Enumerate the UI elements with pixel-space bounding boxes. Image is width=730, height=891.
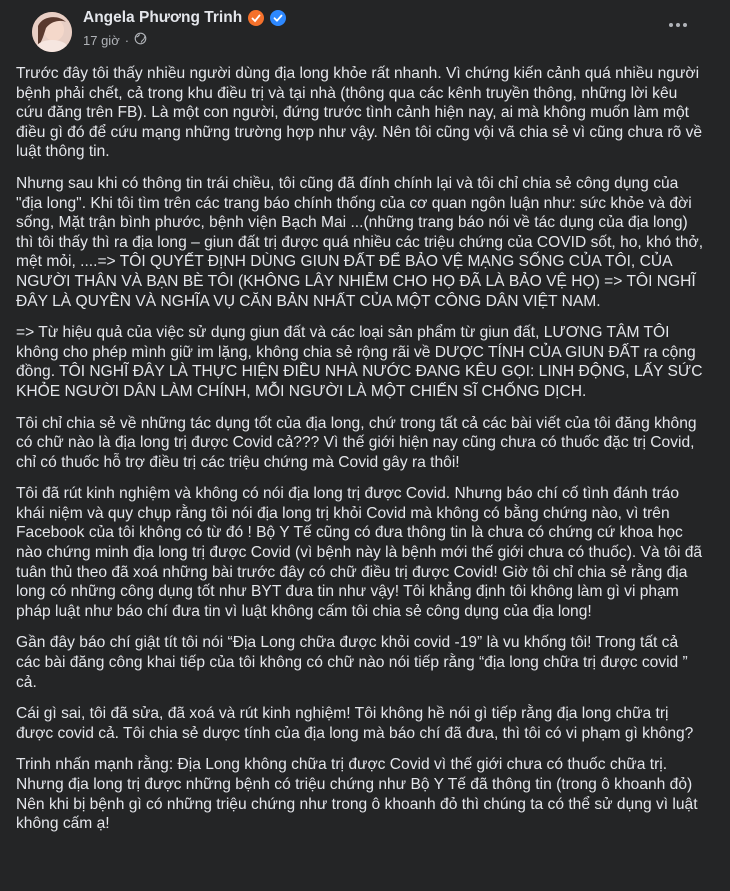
post-paragraph: Tôi chỉ chia sẻ về những tác dụng tốt của địa long, chứ trong tất cả các bài viết của tôi đăng không có chữ nào là địa long trị được Covid cả??? Vì thế giới hiện nay cũng chưa có thuốc đặc trị Covid, chỉ có thuốc hỗ trợ điều trị các triệu chứng mà Covid gây ra thôi! [16,414,697,471]
post-paragraph: Cái gì sai, tôi đã sửa, đã xoá và rút kinh nghiệm! Tôi không hề nói gì tiếp rằng địa long chữa trị được covid cả. Tôi chia sẻ dược tính của địa long mà báo chí đã đưa, thì tôi có vi phạm gì không? [16,705,694,742]
post-paragraph: Nhưng sau khi có thông tin trái chiều, tôi cũng đã đính chính lại và tôi chỉ chia sẻ công dụng của "địa long". Khi tôi tìm trên các trang báo chính thống của cơ quan ngôn luận như: sức khỏe và đời sống, Mặt trận bình phước, bệnh viện Bạch Mai ...(những trang báo nói về tác dụng của địa long) thì tôi thấy thì ra địa long – giun đất trị được quá nhiều các triệu chứng của COVID sốt, ho, khó thở, mệt mỏi, ....=> TÔI QUYẾT ĐỊNH DÙNG GIUN ĐẤT ĐỂ BẢO VỆ MẠNG SỐNG CỦA TÔI, CỦA NGƯỜI THÂN VÀ BẠN BÈ TÔI (KHÔNG LÂY NHIỄM CHO HỌ ĐÃ LÀ BẢO VỆ HỌ) => TÔI NGHĨ ĐÂY LÀ QUYỀN VÀ NGHĨA VỤ CĂN BẢN NHẤT CỦA MỘT CÔNG DÂN VIỆT NAM. [16,174,704,310]
verified-badge-icon [270,10,286,26]
post-paragraph: Gần đây báo chí giật tít tôi nói “Địa Long chữa được khỏi covid -19” là vu khống tôi! Trong tất cả các bài đăng công khai tiếp của tôi không có chữ nào nói tiếp rằng “địa long chữa trị được covid ” cả. [16,634,688,691]
post-paragraph: => Từ hiệu quả của việc sử dụng giun đất và các loại sản phẩm từ giun đất, LƯƠNG TÂM TÔI không cho phép mình giữ im lặng, không chia sẻ rộng rãi về DƯỢC TÍNH CỦA GIUN ĐẤT ra cộng đồng. TÔI NGHĨ ĐÂY LÀ THỰC HIỆN ĐIỀU NHÀ NƯỚC ĐANG KÊU GỌI: LINH ĐỘNG, LẤY SỨC KHỎE NGƯỜI DÂN LÀM CHÍNH, MỖI NGƯỜI LÀ MỘT CHIẾN SĨ CHỐNG DỊCH. [16,324,703,400]
dot-separator: · [124,32,130,48]
globe-icon[interactable] [134,32,147,48]
post-paragraph: Trinh nhấn mạnh rằng: Địa Long không chữa trị được Covid vì thế giới chưa có thuốc chữa trị. Nhưng địa long trị được những bệnh có triệu chứng như Bộ Y Tế đã thông tin (trong ô khoanh đỏ) Nên khi bị bệnh gì có những triệu chứng như trong ô khoanh đỏ thì chúng ta có thể sử dụng vì luật không cấm ạ! [16,756,698,833]
avatar[interactable] [32,12,72,52]
author-name[interactable]: Angela Phương Trinh [83,9,243,26]
orange-badge-icon [248,10,264,26]
more-options-icon[interactable] [666,18,690,32]
author-row [83,9,286,27]
post-content [16,64,706,846]
avatar-portrait-icon [32,12,72,52]
post-time[interactable]: 17 giờ [83,32,120,48]
post-paragraph: Trước đây tôi thấy nhiều người dùng địa long khỏe rất nhanh. Vì chứng kiến cảnh quá nhiều người bệnh phải chết, cả trong khu điều trị và tại nhà (thông qua các kênh truyền thông, những lời kêu cứu đăng trên FB). Là một con người, đứng trước tình cảnh hiện nay, ai mà không muốn làm một điều gì đó để cứu mạng những trường hợp như vậy. Nên tôi cũng vội vã chia sẻ vì cũng chưa rõ về luật thông tin. [16,65,703,161]
post-meta [83,32,147,48]
post-header [16,0,712,60]
post-paragraph: Tôi đã rút kinh nghiệm và không có nói địa long trị được Covid. Nhưng báo chí cố tình đánh tráo khái niệm và quy chụp rằng tôi nói địa long trị khỏi Covid mà không có bằng chứng nào, vì trên Facebook của tôi không có từ đó ! Bộ Y Tế cũng có đưa thông tin là chưa có chứng cứ khoa học nào chứng minh địa long trị được Covid (vì bệnh này là bệnh mới thế giới chưa có thuốc). Và tôi đã tuân thủ theo đã xoá những bài trước đây có chữ điều trị được Covid! Giờ tôi chỉ chia sẻ rằng địa long có những công dụng tốt như BYT đưa tin như vậy! Tôi khẳng định tôi không làm gì vi phạm pháp luật như báo chí đưa tin vì luật không cấm tôi chia sẻ công dụng của địa long! [16,485,703,620]
